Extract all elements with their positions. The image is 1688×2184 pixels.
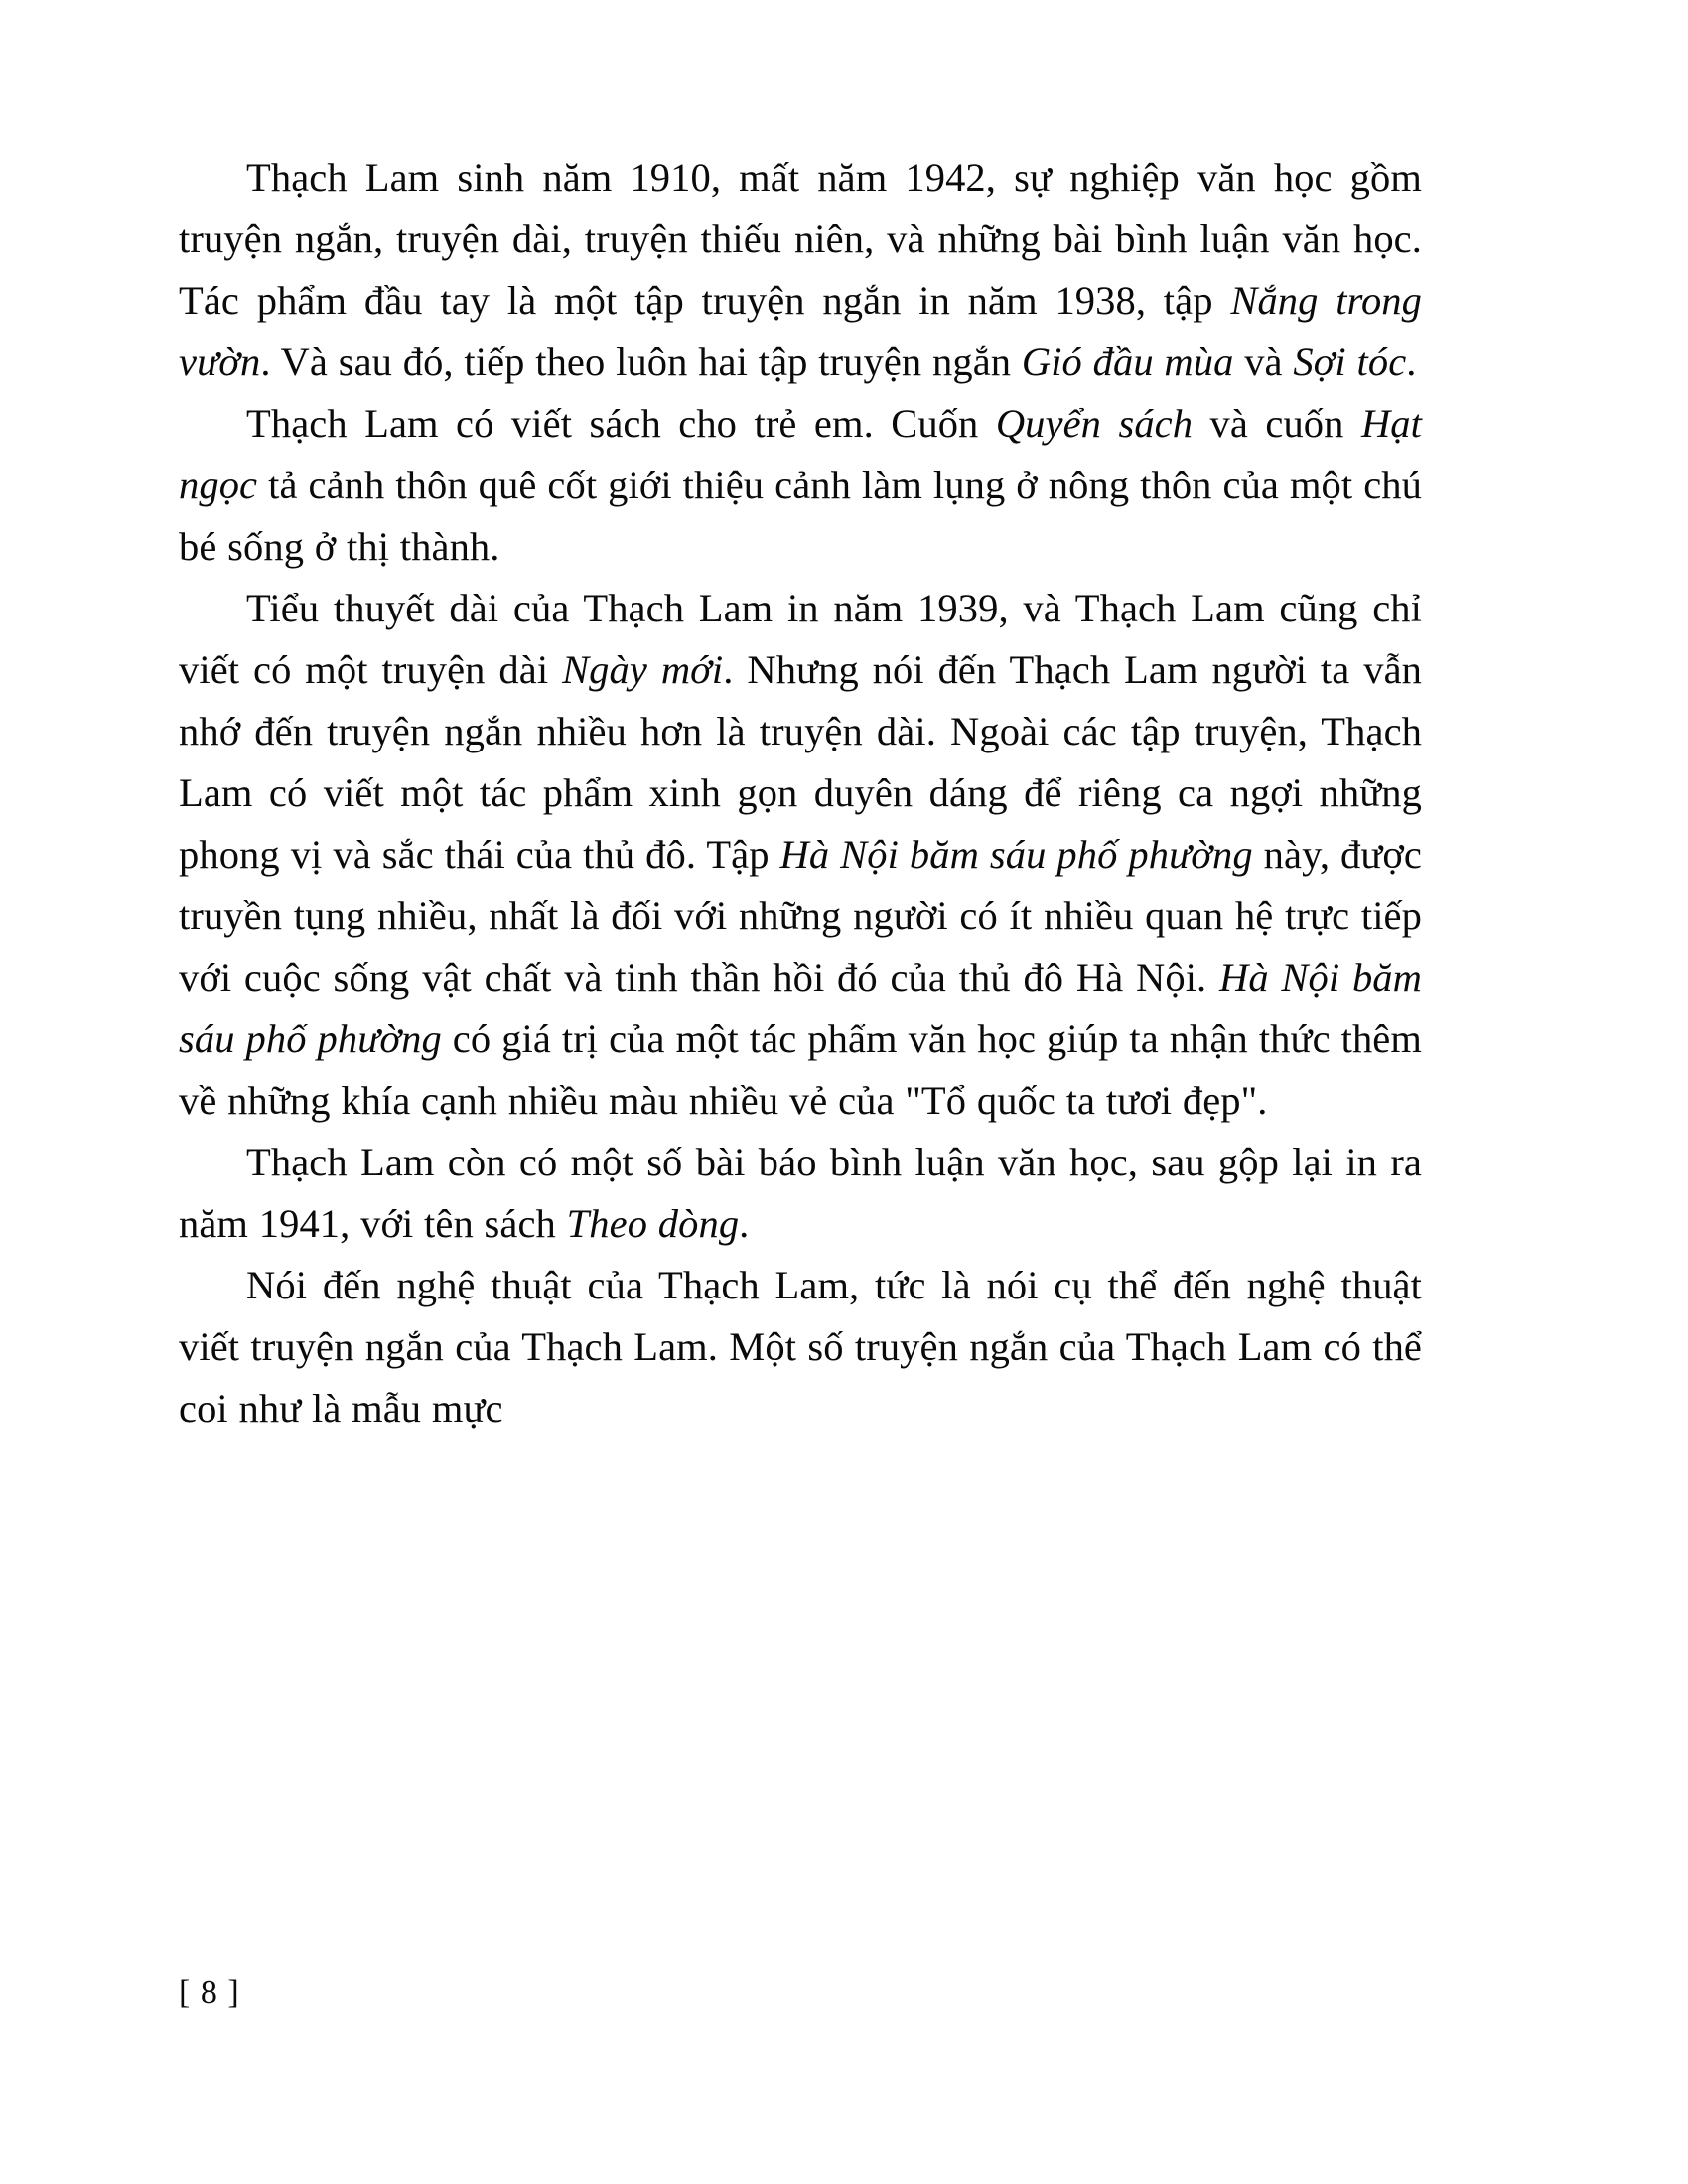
work-title: Theo dòng xyxy=(566,1201,740,1246)
page-folio: [ 8 ] xyxy=(179,1975,240,2011)
work-title: Quyển sách xyxy=(995,401,1194,446)
body-paragraph: Tiểu thuyết dài của Thạch Lam in năm 1939, và Thạch Lam cũng chỉ viết có một truyện dài Ngày mới. Nhưng nói đến Thạch Lam người ta vẫn nhớ đến truyện ngắn nhiều hơn là truyện dài. Ngoài các tập truyện, Thạch Lam có viết một tác phẩm xinh gọn duyên dáng để riêng ca ngợi những phong vị và sắc thái của thủ đô. Tập Hà Nội băm sáu phố phường này, được truyền tụng nhiều, nhất là đối với những người có ít nhiều quan hệ trực tiếp với cuộc sống vật chất và tinh thần hồi đó của thủ đô Hà Nội. Hà Nội băm sáu phố phường có giá trị của một tác phẩm văn học giúp ta nhận thức thêm về những khía cạnh nhiều màu nhiều vẻ của "Tổ quốc ta tươi đẹp". xyxy=(179,586,1423,1123)
work-title: Nắng trong vườn xyxy=(179,278,1422,384)
body-paragraph: Thạch Lam có viết sách cho trẻ em. Cuốn Quyển sách và cuốn Hạt ngọc tả cảnh thôn quê cốt giới thiệu cảnh làm lụng ở nông thôn của một chú bé sống ở thị thành. xyxy=(179,401,1422,569)
body-paragraph: Nói đến nghệ thuật của Thạch Lam, tức là nói cụ thể đến nghệ thuật viết truyện ngắn của Thạch Lam. Một số truyện ngắn của Thạch Lam có thể coi như là mẫu mực xyxy=(179,1263,1422,1431)
body-paragraph: Thạch Lam sinh năm 1910, mất năm 1942, sự nghiệp văn học gồm truyện ngắn, truyện dài, truyện thiếu niên, và những bài bình luận văn học. Tác phẩm đầu tay là một tập truyện ngắn in năm 1938, tập Nắng trong vườn. Và sau đó, tiếp theo luôn hai tập truyện ngắn Gió đầu mùa và Sợi tóc. xyxy=(179,155,1422,384)
text-column xyxy=(179,147,1422,1439)
work-title: Hạt ngọc xyxy=(179,401,1422,507)
work-title: Gió đầu mùa xyxy=(1021,340,1234,384)
work-title: Hà Nội băm sáu phố phường xyxy=(779,832,1253,877)
work-title: Hà Nội băm sáu phố phường xyxy=(179,955,1422,1061)
work-title: Sợi tóc xyxy=(1293,340,1407,384)
body-paragraph: Thạch Lam còn có một số bài báo bình luận văn học, sau gộp lại in ra năm 1941, với tên sách Theo dòng. xyxy=(179,1140,1422,1246)
work-title: Ngày mới xyxy=(562,647,724,692)
